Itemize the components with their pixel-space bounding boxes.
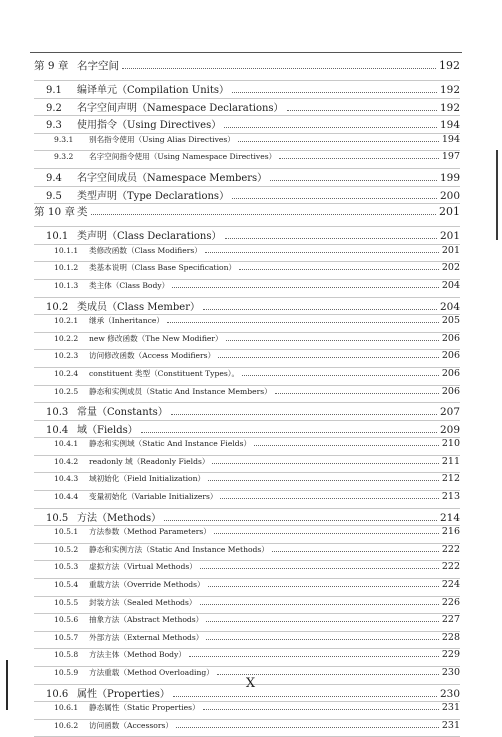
toc-entry-number: 10.5.3 [54,562,79,572]
toc-entry-title: 编译单元（Compilation Units） [77,85,229,96]
toc-entry-page: 214 [439,511,460,524]
toc-entry-page: 202 [441,262,460,274]
dot-leader [238,135,439,142]
dot-leader [275,387,439,394]
toc-subsection-entry[interactable] [34,151,460,169]
toc-entry-title: constituent 类型（Constituent Types）。 [89,368,240,378]
toc-entry-number: 10.5.6 [54,615,79,625]
toc-subsection-entry[interactable] [34,720,460,737]
toc-subsection-entry[interactable] [34,491,460,509]
toc-entry-page: 201 [439,230,460,243]
toc-subsection-entry[interactable] [34,350,460,368]
toc-subsection-entry[interactable] [34,333,460,351]
dot-leader [176,721,439,728]
toc-entry-number: 10.1.1 [54,245,79,255]
toc-entry-title: 类型声明（Type Declarations） [77,190,230,202]
toc-entry-page: 192 [439,101,460,114]
dot-leader [203,704,439,711]
toc-entry-number: 第 10 章 [34,206,76,219]
toc-entry-title: 封装方法（Sealed Methods） [89,597,197,607]
toc-entry-title: 变量初始化（Variable Initializers） [89,492,218,502]
toc-entry-title: 继承（Inheritance） [89,316,164,326]
scan-edge-mark [496,150,498,240]
dot-leader [200,598,439,605]
dot-leader [287,102,437,111]
toc-section-entry[interactable] [34,187,460,205]
toc-entry-title: 名字空间 [77,60,119,72]
dot-leader [270,172,437,181]
toc-entry-number: 10.4.4 [54,492,79,502]
dot-leader [242,369,439,376]
toc-entry-title: 名字空间指令使用（Using Namespace Directives） [89,152,277,162]
toc-entry-page: 230 [441,667,460,678]
toc-subsection-entry[interactable] [34,368,460,386]
toc-entry-page: 212 [441,473,460,485]
dot-leader [172,281,439,288]
dot-leader [141,424,437,433]
toc-entry-number: 10.4.3 [54,474,79,484]
toc-subsection-entry[interactable] [34,280,460,298]
toc-subsection-entry[interactable] [34,526,460,544]
toc-subsection-entry[interactable] [34,702,460,720]
toc-entry-page: 194 [441,133,460,145]
toc-entry-number: 10.5.1 [54,527,79,537]
toc-entry-title: 类主体（Class Body） [89,280,170,290]
toc-subsection-entry[interactable] [34,315,460,333]
toc-entry-page: 206 [441,350,460,362]
toc-entry-page: 231 [441,702,460,714]
toc-entry-number: 10.4 [46,424,69,436]
toc-subsection-entry[interactable] [34,561,460,579]
toc-entry-title: 重载方法（Override Methods） [89,580,205,590]
toc-section-entry[interactable] [34,509,460,527]
toc-entry-title: 类声明（Class Declarations） [77,231,222,243]
toc-entry-number: 第 9 章 [34,60,69,72]
toc-entry-title: 静态和实例成员（Static And Instance Members） [89,386,272,396]
toc-entry-title: 方法主体（Method Body） [89,650,186,660]
dot-leader [164,512,437,521]
toc-entry-page: 227 [441,614,460,626]
toc-subsection-entry[interactable] [34,632,460,650]
toc-entry-title: 静态和实例方法（Static And Instance Methods） [89,544,269,554]
toc-entry-page: 216 [441,526,460,538]
toc-entry-number: 10.1.2 [54,263,79,273]
toc-entry-title: 访问修改函数（Access Modifiers） [89,351,216,361]
toc-entry-number: 10.6 [46,688,69,700]
toc-entry-page: 206 [441,385,460,397]
toc-entry-title: 方法重载（Method Overloading） [89,668,214,677]
toc-entry-title: 访问函数（Accessors） [89,720,173,730]
toc-entry-page: 224 [441,579,460,591]
toc-entry-number: 10.2 [46,301,69,313]
dot-leader [217,668,439,675]
dot-leader [272,545,439,552]
toc-entry-page: 204 [441,279,460,291]
toc-entry-title: 类基本说明（Class Base Specification） [89,263,237,273]
toc-entry-number: 9.2 [46,102,62,114]
toc-entry-number: 10.6.2 [54,720,79,730]
toc-entry-number: 10.5.7 [54,632,79,642]
toc-section-entry[interactable] [34,99,460,117]
dot-leader [224,120,437,129]
toc-entry-title: 外部方法（External Methods） [89,632,204,642]
toc-entry-page: 228 [441,631,460,643]
page-number: X [245,676,257,691]
toc-section-entry[interactable] [34,81,460,99]
toc-entry-number: 10.6.1 [54,703,79,713]
dot-leader [208,475,439,482]
toc-entry-number: 9.3 [46,120,62,132]
toc-entry-title: 名字空间成员（Namespace Members） [77,172,268,184]
toc-entry-number: 10.5.4 [54,580,79,590]
toc-entry-title: 别名指令使用（Using Alias Directives） [89,134,235,144]
toc-entry-number: 10.5.8 [54,650,79,660]
toc-entry-number: 10.1.3 [54,280,79,290]
toc-entry-title: 虚拟方法（Virtual Methods） [89,562,197,572]
dot-leader [206,616,439,623]
toc-section-entry[interactable] [34,169,460,187]
toc-entry-number: 10.2.2 [54,333,79,343]
toc-entry-page: 206 [441,332,460,344]
toc-subsection-entry[interactable] [34,649,460,667]
toc-subsection-entry[interactable] [34,438,460,456]
toc-entry-page: 192 [439,84,460,96]
table-of-contents [34,58,460,737]
toc-entry-title: 使用指令（Using Directives） [77,120,222,132]
toc-entry-number: 10.4.1 [54,439,79,449]
toc-subsection-entry[interactable] [34,134,460,152]
toc-section-entry[interactable] [34,227,460,245]
toc-entry-title: 静态属性（Static Properties） [89,703,200,713]
toc-entry-page: 201 [439,205,460,219]
toc-section-entry[interactable] [34,421,460,439]
toc-entry-page: 226 [441,596,460,608]
dot-leader [200,563,439,570]
dot-leader [239,264,439,271]
toc-subsection-entry[interactable] [34,544,460,562]
toc-entry-page: 231 [441,719,460,731]
toc-entry-number: 9.3.1 [54,134,74,144]
toc-chapter-entry[interactable] [34,204,460,227]
toc-entry-page: 205 [441,315,460,327]
toc-entry-number: 10.3 [46,407,69,419]
dot-leader [122,60,436,69]
toc-section-entry[interactable] [34,116,460,134]
toc-entry-number: 10.5.9 [54,668,79,677]
toc-entry-number: 10.5 [46,512,69,524]
toc-entry-title: 域初始化（Field Initialization） [89,474,206,484]
dot-leader [167,316,439,323]
toc-entry-title: 域（Fields） [77,424,138,436]
toc-entry-title: 方法（Methods） [77,512,162,524]
toc-entry-page: 222 [441,543,460,555]
toc-subsection-entry[interactable] [34,579,460,597]
dot-leader [203,301,437,310]
dot-leader [208,580,439,587]
toc-entry-number: 10.2.3 [54,351,79,361]
toc-entry-number: 10.2.5 [54,386,79,396]
toc-subsection-entry[interactable] [34,386,460,404]
toc-entry-page: 210 [441,438,460,450]
dot-leader [205,246,439,253]
toc-entry-page: 204 [439,300,460,313]
dot-leader [220,492,438,499]
toc-entry-page: 206 [441,367,460,379]
dot-leader [91,206,437,215]
toc-entry-page: 197 [441,151,460,163]
toc-entry-number: 9.3.2 [54,152,74,162]
toc-entry-title: 抽象方法（Abstract Methods） [89,615,204,625]
toc-entry-page: 207 [439,406,460,419]
toc-subsection-entry[interactable] [34,473,460,491]
toc-entry-page: 222 [441,561,460,573]
toc-entry-title: 常量（Constants） [77,407,168,419]
toc-entry-title: new 修改函数（The New Modifier） [89,333,223,343]
toc-section-entry[interactable] [34,403,460,421]
toc-subsection-entry[interactable] [34,245,460,263]
toc-entry-page: 229 [441,649,460,661]
dot-leader [212,457,438,464]
toc-entry-number: 9.4 [46,172,62,184]
toc-entry-page: 211 [441,455,460,467]
toc-entry-number: 10.2.1 [54,316,79,326]
toc-subsection-entry[interactable] [34,597,460,615]
dot-leader [206,633,438,640]
dot-leader [214,528,439,535]
toc-entry-title: 类 [77,206,88,219]
toc-subsection-entry[interactable] [34,262,460,280]
toc-entry-title: 类成员（Class Member） [77,301,200,313]
dot-leader [232,85,437,94]
toc-entry-page: 213 [441,491,460,503]
dot-leader [189,651,439,658]
dot-leader [232,190,437,199]
toc-entry-page: 199 [439,171,460,184]
toc-section-entry[interactable] [34,298,460,316]
toc-entry-page: 201 [441,244,460,256]
dot-leader [218,352,439,359]
toc-entry-number: 9.1 [46,85,62,96]
toc-entry-title: 静态和实例域（Static And Instance Fields） [89,439,252,449]
toc-entry-number: 10.5.2 [54,544,79,554]
toc-entry-page: 209 [439,423,460,436]
toc-entry-number: 10.4.2 [54,456,79,466]
dot-leader [225,231,437,240]
toc-entry-page: 230 [439,687,460,700]
toc-entry-title: 方法参数（Method Parameters） [89,527,211,537]
toc-entry-page: 194 [439,119,460,132]
dot-leader [171,407,437,416]
toc-entry-number: 10.2.4 [54,368,79,378]
toc-entry-page: 192 [439,59,460,72]
toc-entry-page: 200 [439,189,460,202]
dot-leader [254,440,439,447]
dot-leader [226,334,439,341]
toc-entry-title: readonly 域（Readonly Fields） [89,456,210,466]
toc-entry-number: 9.5 [46,190,62,202]
toc-entry-title: 类修改函数（Class Modifiers） [89,245,202,255]
toc-subsection-entry[interactable] [34,456,460,474]
toc-entry-number: 10.5.5 [54,597,79,607]
toc-subsection-entry[interactable] [34,614,460,632]
toc-chapter-entry[interactable] [34,58,460,81]
toc-entry-title: 属性（Properties） [77,688,170,700]
top-rule [30,52,462,53]
toc-entry-number: 10.1 [46,231,69,243]
dot-leader [279,153,439,160]
toc-entry-title: 名字空间声明（Namespace Declarations） [77,102,284,114]
